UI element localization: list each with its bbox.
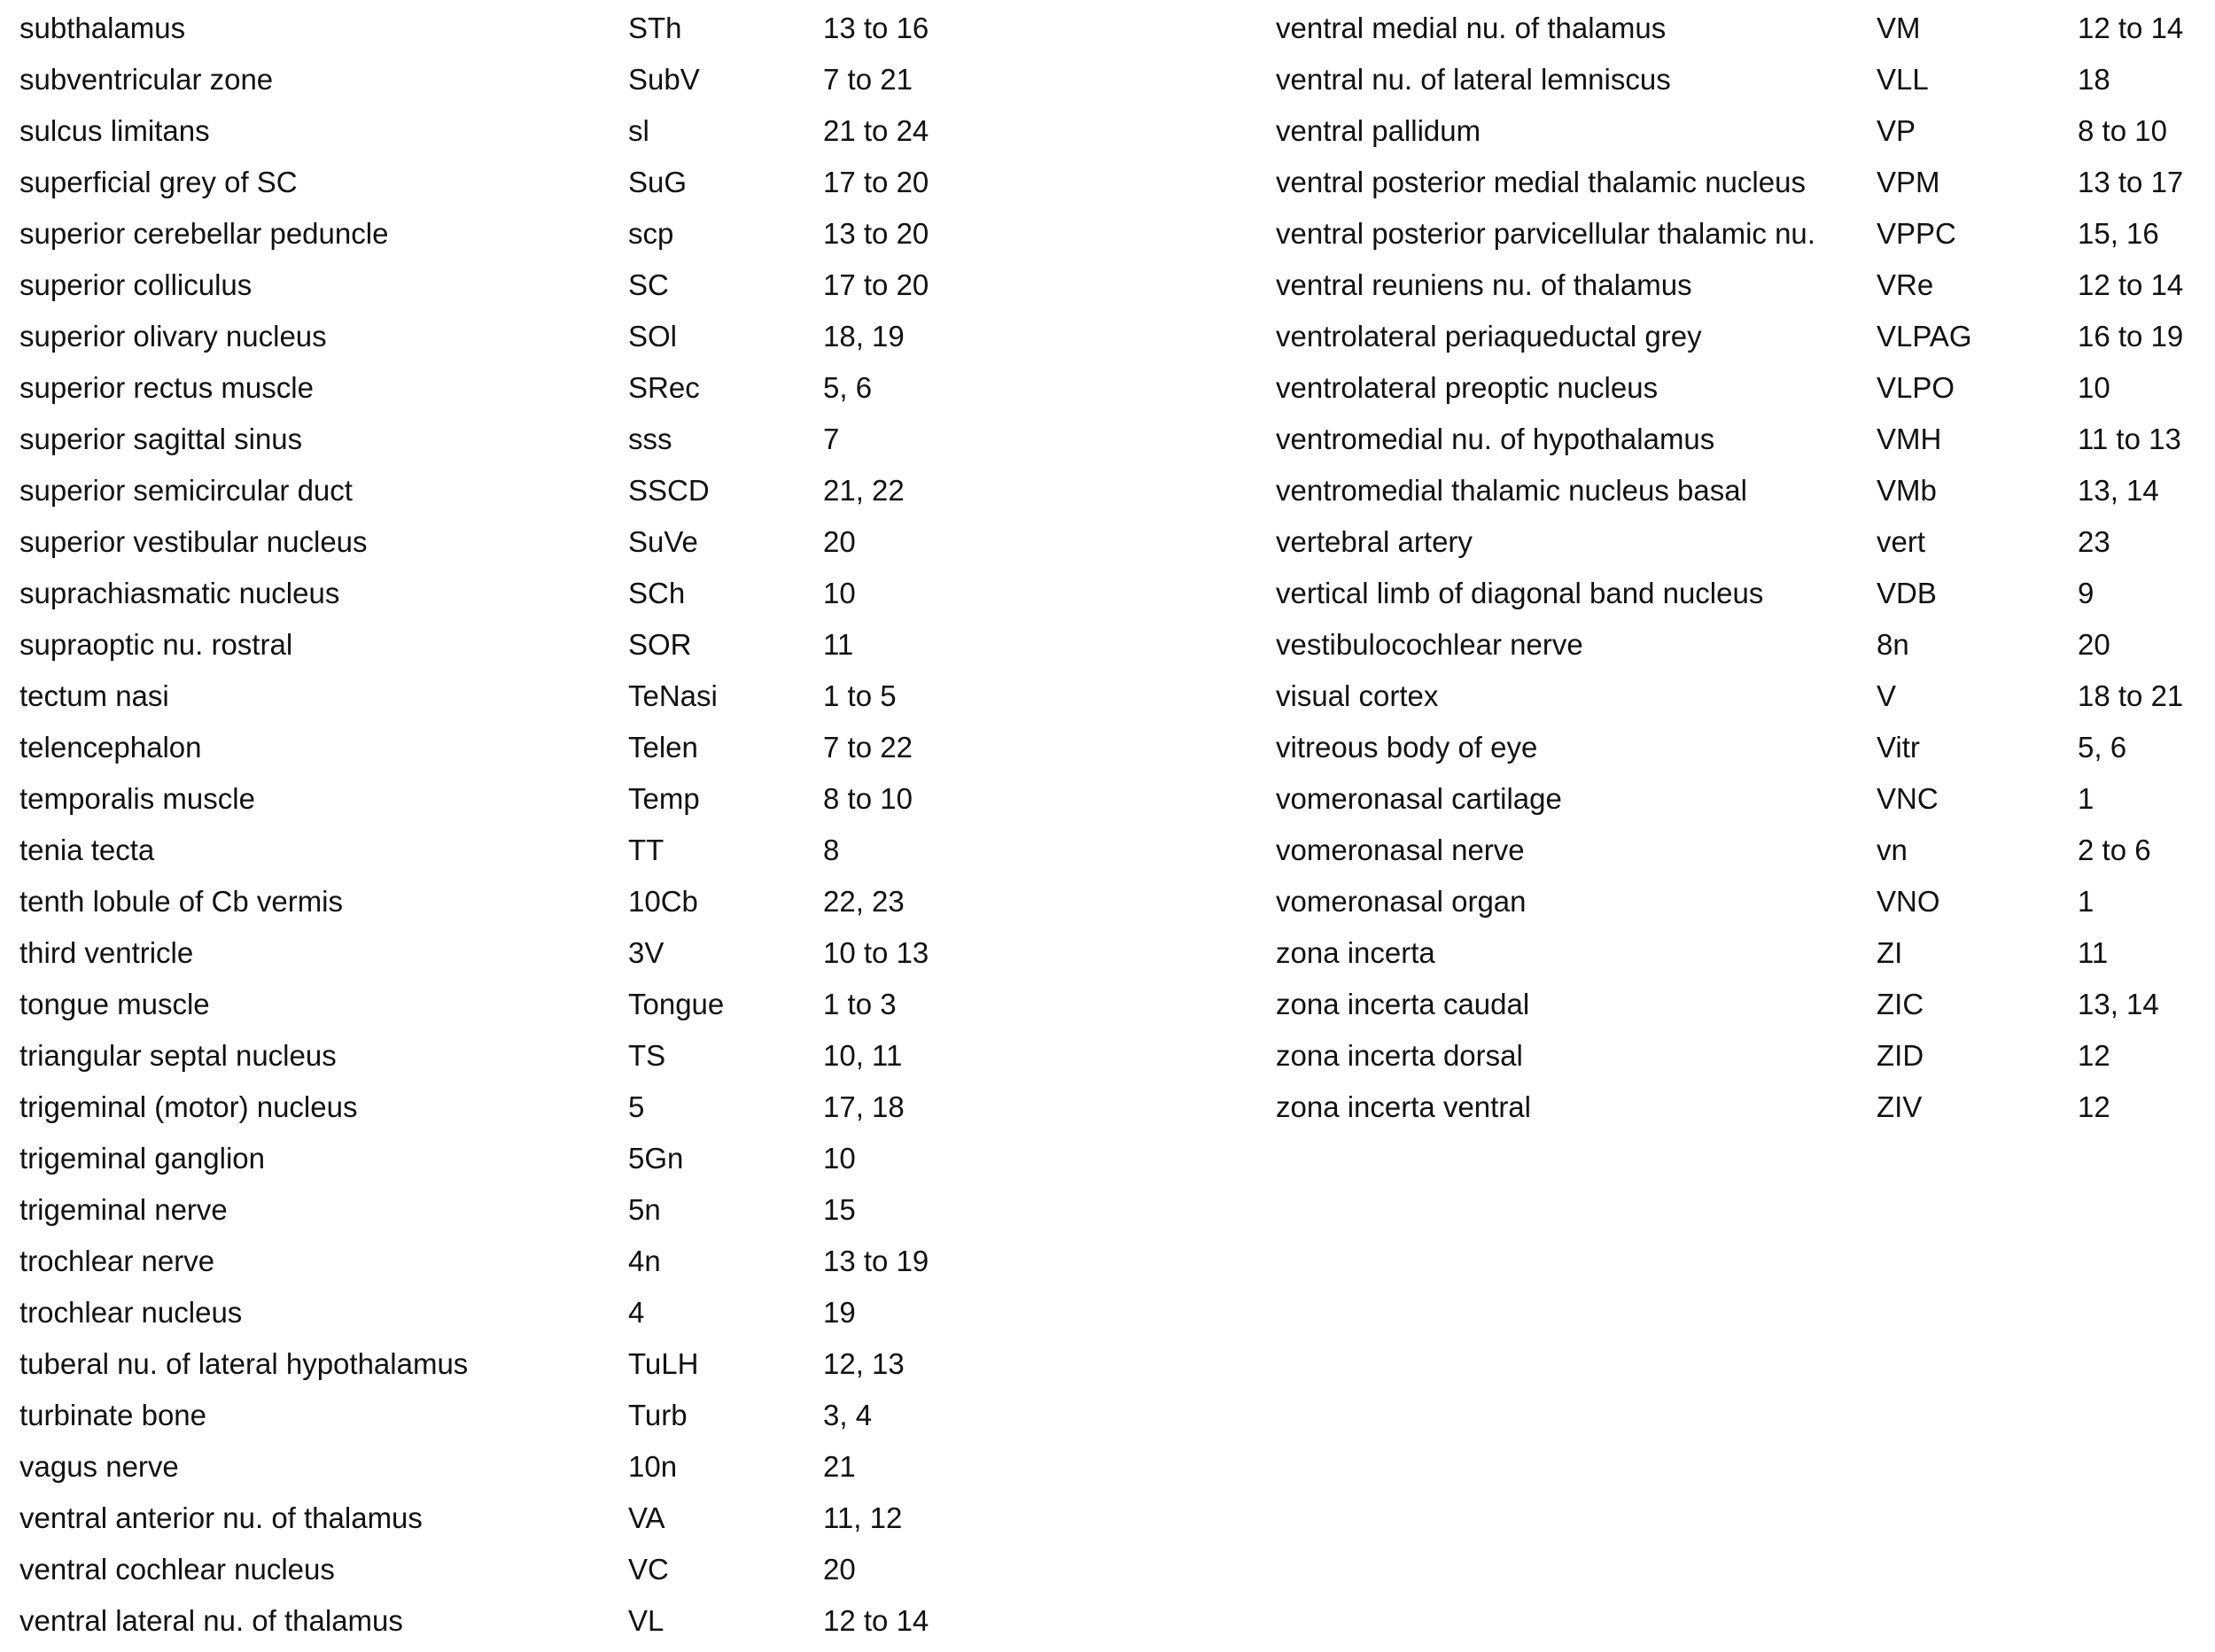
section-range: 10 to 13 [823, 936, 929, 969]
structure-abbreviation: VPM [1877, 166, 1940, 198]
section-range: 12 to 14 [2078, 268, 2184, 301]
index-row [1276, 984, 2206, 1035]
section-range: 13 to 17 [2078, 166, 2184, 198]
section-range: 3, 4 [823, 1399, 873, 1431]
index-row [19, 162, 1260, 213]
structure-abbreviation: STh [628, 12, 682, 44]
index-row [19, 368, 1260, 419]
section-range: 10 [2078, 371, 2110, 404]
section-range: 5, 6 [823, 371, 873, 404]
index-row [19, 1035, 1260, 1087]
structure-abbreviation: SuG [628, 166, 688, 198]
structure-name: ventrolateral preoptic nucleus [1276, 371, 1659, 404]
structure-abbreviation: SubV [628, 63, 700, 96]
structure-name: trochlear nerve [19, 1245, 215, 1277]
structure-abbreviation: VLL [1877, 63, 1929, 96]
structure-abbreviation: VLPO [1877, 371, 1955, 404]
structure-abbreviation: SuVe [628, 525, 698, 558]
structure-abbreviation: VL [628, 1604, 664, 1637]
section-range: 12 [2078, 1090, 2110, 1123]
index-row [19, 1344, 1260, 1395]
structure-name: vomeronasal cartilage [1276, 782, 1562, 815]
structure-name: third ventricle [19, 936, 194, 969]
section-range: 8 to 10 [823, 782, 913, 815]
structure-abbreviation: V [1877, 679, 1897, 712]
structure-abbreviation: sss [628, 423, 672, 455]
section-range: 11 to 13 [2078, 423, 2181, 455]
structure-name: vomeronasal organ [1276, 885, 1527, 918]
structure-abbreviation: SCh [628, 577, 686, 609]
structure-name: tuberal nu. of lateral hypothalamus [19, 1347, 469, 1380]
structure-name: vertebral artery [1276, 525, 1473, 558]
structure-abbreviation: VNC [1877, 782, 1939, 815]
structure-abbreviation: VPPC [1877, 217, 1956, 250]
structure-name: trigeminal (motor) nucleus [19, 1090, 358, 1123]
index-row [1276, 368, 2206, 419]
structure-name: trigeminal ganglion [19, 1142, 266, 1175]
structure-abbreviation: SC [628, 268, 669, 301]
section-range: 20 [2078, 628, 2110, 661]
index-row [19, 676, 1260, 727]
section-range: 8 to 10 [2078, 114, 2167, 147]
section-range: 23 [2078, 525, 2110, 558]
index-row [1276, 111, 2206, 162]
structure-name: superior colliculus [19, 268, 253, 301]
structure-name: zona incerta dorsal [1276, 1039, 1523, 1072]
index-row [19, 573, 1260, 624]
section-range: 18, 19 [823, 320, 905, 353]
structure-name: superior vestibular nucleus [19, 525, 368, 558]
structure-name: ventromedial nu. of hypothalamus [1276, 423, 1715, 455]
structure-abbreviation: 5 [628, 1090, 645, 1123]
structure-name: ventral posterior medial thalamic nucleus [1276, 166, 1806, 198]
index-row [1276, 470, 2206, 522]
structure-abbreviation: VM [1877, 12, 1921, 44]
structure-abbreviation: Tongue [628, 988, 725, 1020]
section-range: 20 [823, 525, 856, 558]
section-range: 11 [2078, 936, 2109, 969]
section-range: 13 to 19 [823, 1245, 929, 1277]
structure-abbreviation: vn [1877, 834, 1908, 866]
index-column-right [1276, 8, 2206, 1138]
section-range: 5, 6 [2078, 731, 2127, 764]
section-range: 10 [823, 1142, 856, 1175]
structure-abbreviation: 10n [628, 1450, 678, 1483]
section-range: 13 to 16 [823, 12, 929, 44]
structure-abbreviation: sl [628, 114, 649, 147]
structure-abbreviation: VLPAG [1877, 320, 1972, 353]
section-range: 7 to 22 [823, 731, 913, 764]
structure-name: ventral nu. of lateral lemniscus [1276, 63, 1671, 96]
section-range: 17 to 20 [823, 268, 929, 301]
structure-abbreviation: TuLH [628, 1347, 699, 1380]
section-range: 12 to 14 [2078, 12, 2184, 44]
index-row [1276, 59, 2206, 111]
structure-name: zona incerta caudal [1276, 988, 1530, 1020]
section-range: 19 [823, 1296, 856, 1329]
structure-abbreviation: 4 [628, 1296, 645, 1329]
index-row [19, 111, 1260, 162]
index-row [1276, 316, 2206, 368]
section-range: 17, 18 [823, 1090, 905, 1123]
index-row [19, 8, 1260, 59]
structure-name: tenia tecta [19, 834, 155, 866]
index-row [1276, 727, 2206, 779]
structure-abbreviation: SOR [628, 628, 692, 661]
index-row [1276, 779, 2206, 830]
structure-abbreviation: VMb [1877, 474, 1937, 507]
structure-abbreviation: 10Cb [628, 885, 698, 918]
structure-abbreviation: vert [1877, 525, 1926, 558]
structure-name: superior rectus muscle [19, 371, 314, 404]
section-range: 22, 23 [823, 885, 905, 918]
structure-abbreviation: Vitr [1877, 731, 1920, 764]
index-row [19, 1395, 1260, 1446]
structure-abbreviation: SRec [628, 371, 700, 404]
structure-name: superior olivary nucleus [19, 320, 327, 353]
structure-name: vestibulocochlear nerve [1276, 628, 1583, 661]
index-row [1276, 676, 2206, 727]
index-row [1276, 1087, 2206, 1138]
structure-abbreviation: SSCD [628, 474, 710, 507]
index-row [1276, 213, 2206, 265]
structure-name: sulcus limitans [19, 114, 210, 147]
index-row [1276, 522, 2206, 573]
index-row [1276, 265, 2206, 316]
index-row [19, 265, 1260, 316]
section-range: 13, 14 [2078, 474, 2159, 507]
structure-name: superior sagittal sinus [19, 423, 303, 455]
section-range: 15 [823, 1193, 856, 1226]
section-range: 1 to 5 [823, 679, 897, 712]
structure-abbreviation: VP [1877, 114, 1916, 147]
structure-name: supraoptic nu. rostral [19, 628, 293, 661]
structure-name: telencephalon [19, 731, 202, 764]
section-range: 21 [823, 1450, 856, 1483]
structure-name: zona incerta ventral [1276, 1090, 1531, 1123]
index-row [19, 213, 1260, 265]
index-row [1276, 8, 2206, 59]
structure-abbreviation: TT [628, 834, 664, 866]
section-range: 2 to 6 [2078, 834, 2151, 866]
structure-name: trigeminal nerve [19, 1193, 228, 1226]
section-range: 7 [823, 423, 840, 455]
section-range: 1 [2078, 782, 2095, 815]
section-range: 9 [2078, 577, 2095, 609]
index-row [19, 1087, 1260, 1138]
section-range: 7 to 21 [823, 63, 913, 96]
index-row [1276, 162, 2206, 213]
section-range: 12 to 14 [823, 1604, 929, 1637]
index-row [19, 1241, 1260, 1292]
section-range: 18 to 21 [2078, 679, 2184, 712]
structure-name: vitreous body of eye [1276, 731, 1538, 764]
index-row [19, 419, 1260, 470]
section-range: 10 [823, 577, 856, 609]
structure-name: vomeronasal nerve [1276, 834, 1525, 866]
structure-name: tenth lobule of Cb vermis [19, 885, 344, 918]
structure-name: ventral medial nu. of thalamus [1276, 12, 1667, 44]
section-range: 16 to 19 [2078, 320, 2184, 353]
structure-name: subventricular zone [19, 63, 274, 96]
section-range: 8 [823, 834, 840, 866]
structure-abbreviation: 3V [628, 936, 664, 969]
index-row [19, 1138, 1260, 1190]
index-column-left [19, 8, 1260, 1652]
structure-abbreviation: 5Gn [628, 1142, 684, 1175]
index-row [19, 59, 1260, 111]
index-row [19, 984, 1260, 1035]
section-range: 1 to 3 [823, 988, 897, 1020]
section-range: 21, 22 [823, 474, 905, 507]
section-range: 13, 14 [2078, 988, 2159, 1020]
structure-name: trochlear nucleus [19, 1296, 243, 1329]
index-row [19, 933, 1260, 984]
structure-name: tongue muscle [19, 988, 210, 1020]
structure-name: subthalamus [19, 12, 186, 44]
section-range: 15, 16 [2078, 217, 2159, 250]
index-row [19, 1446, 1260, 1498]
section-range: 21 to 24 [823, 114, 929, 147]
structure-name: tectum nasi [19, 679, 169, 712]
index-row [19, 316, 1260, 368]
index-row [1276, 830, 2206, 881]
structure-abbreviation: scp [628, 217, 674, 250]
structure-abbreviation: VRe [1877, 268, 1934, 301]
structure-name: superior semicircular duct [19, 474, 353, 507]
structure-abbreviation: ZI [1877, 936, 1903, 969]
structure-abbreviation: VA [628, 1501, 665, 1534]
index-row [19, 470, 1260, 522]
index-row [1276, 933, 2206, 984]
structure-name: ventral reuniens nu. of thalamus [1276, 268, 1692, 301]
index-row [19, 1549, 1260, 1601]
section-range: 17 to 20 [823, 166, 929, 198]
index-row [19, 1601, 1260, 1652]
index-row [1276, 573, 2206, 624]
index-row [19, 1190, 1260, 1241]
structure-name: ventromedial thalamic nucleus basal [1276, 474, 1747, 507]
structure-abbreviation: ZIV [1877, 1090, 1923, 1123]
structure-abbreviation: TeNasi [628, 679, 718, 712]
structure-abbreviation: Turb [628, 1399, 688, 1431]
structure-name: visual cortex [1276, 679, 1439, 712]
section-range: 12 [2078, 1039, 2110, 1072]
index-row [19, 1292, 1260, 1344]
structure-name: superior cerebellar peduncle [19, 217, 389, 250]
structure-abbreviation: TS [628, 1039, 666, 1072]
index-row [1276, 624, 2206, 676]
section-range: 18 [2078, 63, 2110, 96]
structure-name: ventral pallidum [1276, 114, 1481, 147]
structure-abbreviation: ZIC [1877, 988, 1924, 1020]
structure-abbreviation: VNO [1877, 885, 1940, 918]
index-row [19, 522, 1260, 573]
section-range: 11, 12 [823, 1501, 903, 1534]
structure-abbreviation: Temp [628, 782, 700, 815]
structure-name: ventral posterior parvicellular thalamic nu. [1276, 217, 1815, 250]
index-row [19, 779, 1260, 830]
index-row [1276, 1035, 2206, 1087]
structure-name: turbinate bone [19, 1399, 207, 1431]
structure-name: vagus nerve [19, 1450, 179, 1483]
structure-abbreviation: SOl [628, 320, 678, 353]
index-row [1276, 419, 2206, 470]
structure-name: ventrolateral periaqueductal grey [1276, 320, 1702, 353]
index-row [19, 1498, 1260, 1549]
structure-abbreviation: VMH [1877, 423, 1942, 455]
structure-abbreviation: VC [628, 1553, 669, 1586]
structure-abbreviation: VDB [1877, 577, 1937, 609]
structure-name: ventral anterior nu. of thalamus [19, 1501, 423, 1534]
structure-name: vertical limb of diagonal band nucleus [1276, 577, 1764, 609]
structure-abbreviation: 4n [628, 1245, 661, 1277]
structure-abbreviation: 5n [628, 1193, 661, 1226]
structure-abbreviation: ZID [1877, 1039, 1924, 1072]
index-row [1276, 881, 2206, 933]
structure-abbreviation: Telen [628, 731, 698, 764]
section-range: 13 to 20 [823, 217, 929, 250]
structure-name: suprachiasmatic nucleus [19, 577, 340, 609]
structure-name: ventral cochlear nucleus [19, 1553, 335, 1586]
index-row [19, 830, 1260, 881]
structure-name: ventral lateral nu. of thalamus [19, 1604, 403, 1637]
section-range: 11 [823, 628, 854, 661]
structure-name: temporalis muscle [19, 782, 255, 815]
index-row [19, 727, 1260, 779]
structure-name: triangular septal nucleus [19, 1039, 337, 1072]
index-row [19, 624, 1260, 676]
index-row [19, 881, 1260, 933]
structure-abbreviation: 8n [1877, 628, 1909, 661]
section-range: 1 [2078, 885, 2095, 918]
structure-name: superficial grey of SC [19, 166, 298, 198]
section-range: 20 [823, 1553, 856, 1586]
structure-name: zona incerta [1276, 936, 1435, 969]
section-range: 10, 11 [823, 1039, 903, 1072]
section-range: 12, 13 [823, 1347, 905, 1380]
